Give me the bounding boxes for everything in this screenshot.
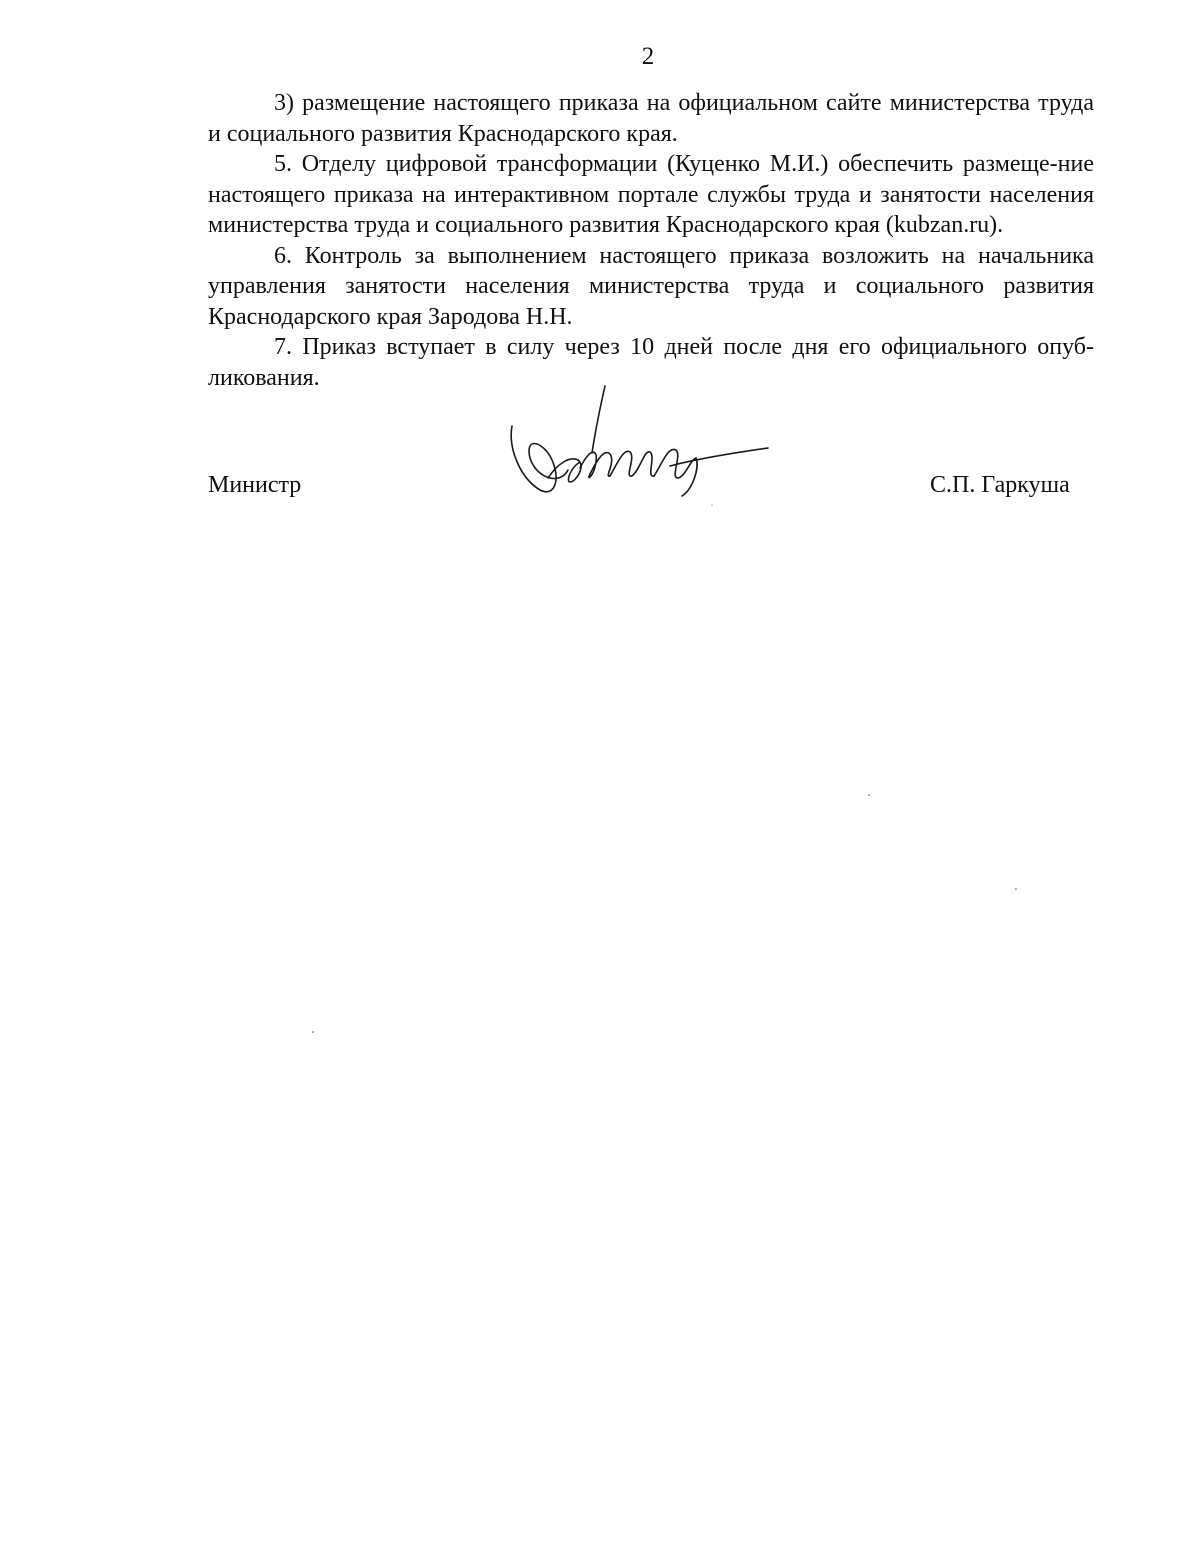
signatory-name: С.П. Гаркуша [930, 472, 1070, 498]
scan-speck [868, 794, 870, 796]
document-body [208, 88, 1094, 393]
scan-speck [312, 1031, 314, 1033]
paragraph-item-3: 3) размещение настоящего приказа на официальном сайте министерства труда и социального развития Краснодарского края. [208, 90, 1094, 147]
scan-speck [1015, 888, 1017, 890]
page-number: 2 [641, 43, 655, 70]
paragraph-item-7: 7. Приказ вступает в силу через 10 дней после дня его официального опуб-ликования. [208, 334, 1094, 391]
signature-block [0, 470, 1200, 510]
paragraph-item-5: 5. Отделу цифровой трансформации (Куценко М.И.) обеспечить размеще-ние настоящего приказа на интерактивном портале службы труда и занятости населения министерства труда и социального развития Краснодарского края (kubzan.ru). [208, 151, 1094, 238]
paragraph-item-6: 6. Контроль за выполнением настоящего приказа возложить на начальника управления занятости населения министерства труда и социального развития Краснодарского края Зародова Н.Н. [208, 242, 1094, 330]
signatory-position: Министр [208, 472, 302, 498]
